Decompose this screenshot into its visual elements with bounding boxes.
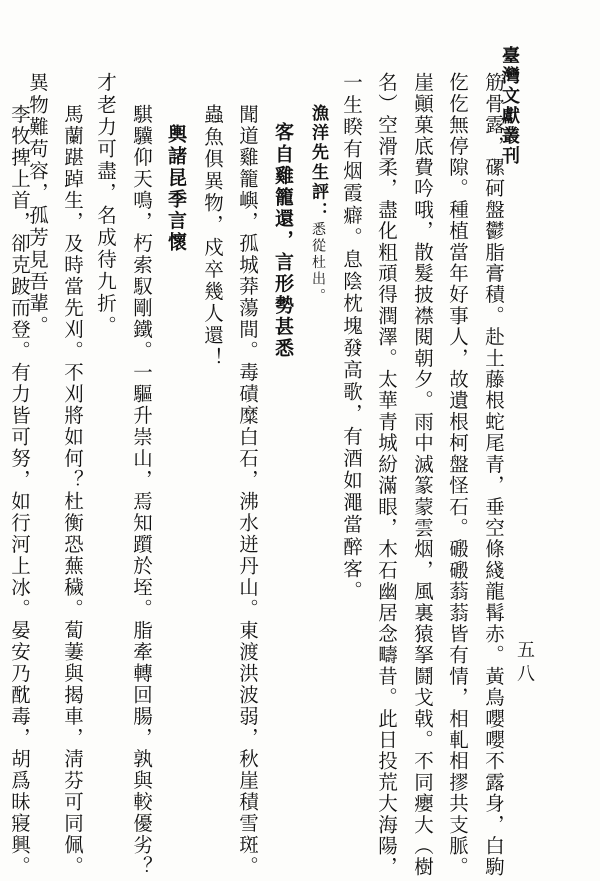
poem-column-3: 崖顚菓底費吟哦，散髮披襟閱朝夕。雨中滅篆蒙雲烟，風裏猿拏鬪戈戟。不同癭大（樹 [411,72,434,878]
poem-column-4: 名）空滑柔，盡化粗頑得潤澤。太華青城紛滿眼，木石幽居念疇昔。此日投荒大海陽， [375,72,398,878]
poem-title-jilong: 客自雞籠還，言形勢甚悉 [272,122,294,360]
poem-column-5: 一生睽有烟霞癖。息陰枕塊發高歌，有酒如澠當醉客。 [340,72,363,603]
poem-title-kunji: 輿諸昆季言懷 [165,124,187,254]
poem-column-jilong-2: 蟲魚俱異物，戍卒幾人還！ [201,104,224,370]
critic-comment-label: 漁洋先生評： [308,104,328,222]
poem-column-2: 仡仡無停隙。種植當年好事人，故遺根柯盤怪石。磤磤蓊蓊皆有情，相軋相摎共支脈。 [446,72,469,878]
poem-column-kunji-2: 才老力可盡，名成待九折。 [94,72,117,338]
poem-column-kunji-5: 李牧捭上首，卻克跛而登。有力皆可努，如行河上冰。晏安乃酖毒，胡爲昧寢興。 [8,104,31,878]
running-header-book-title: 臺灣文獻叢刊 [499,46,520,166]
poem-column-kunji-3: 馬蘭踸踔生，及時當先刈。不刈將如何？杜衡恐蕪穢。蔔萋與揭車，淸芬可同佩。 [61,104,84,878]
poem-column-1: 筋骨露，磥砢盤鬱脂膏積。赴土藤根蛇尾青，垂空條綫龍髯赤。黃鳥嚶嚶不露身，白駒 [482,72,505,878]
poem-column-jilong-1: 聞道雞籠嶼，孤城莽蕩間。毒磧糜白石，沸水迸丹山。東渡洪波弱，秋崖積雪斑。 [236,104,259,878]
critic-comment [303,104,333,305]
page-number: 五八 [514,640,535,688]
poem-column-kunji-1: 騏驥仰天鳴，朽索馭剛鐵。一驅升崇山，焉知躓於垤。脂牽轉回腸，孰與較優劣？ [130,104,153,878]
poem-column-kunji-4: 異物難苟容，孤芳見吾輩。 [26,72,49,338]
critic-comment-text: 悉從杜出。 [310,221,326,305]
